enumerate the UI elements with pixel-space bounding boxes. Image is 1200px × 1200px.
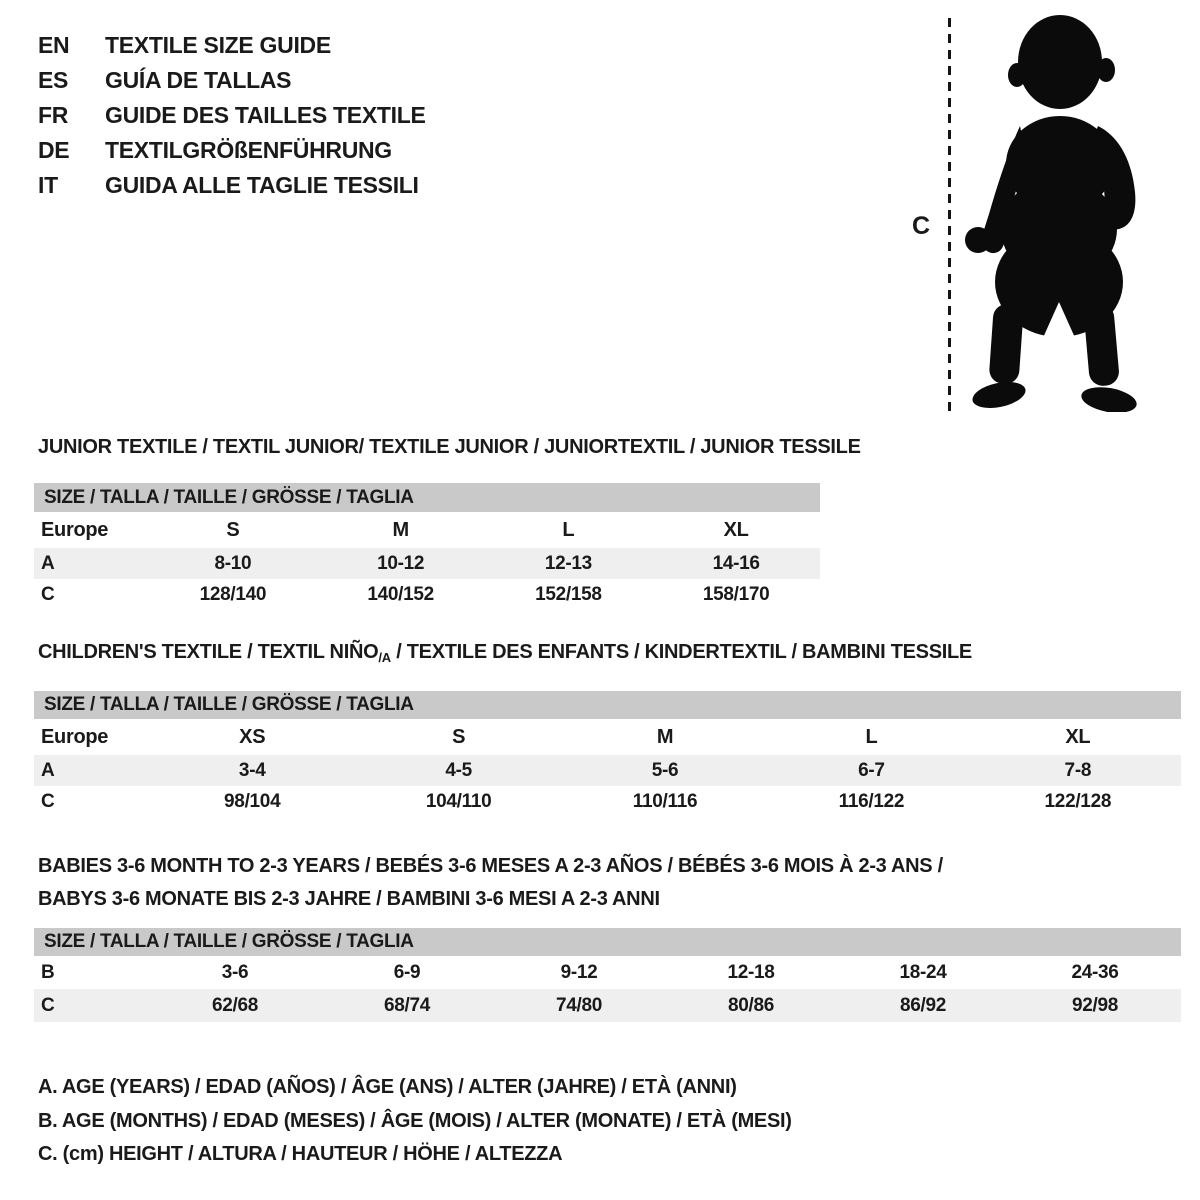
language-label: TEXTILE SIZE GUIDE — [105, 32, 331, 58]
size-cell: 140/152 — [367, 583, 434, 605]
size-cell: 9-12 — [560, 961, 598, 983]
size-cell: 3-6 — [221, 961, 249, 983]
size-header-bar: SIZE / TALLA / TAILLE / GRÖSSE / TAGLIA — [34, 483, 820, 512]
language-row-de — [38, 133, 426, 168]
size-cell: M — [392, 518, 409, 541]
height-label-c: C — [912, 212, 930, 240]
size-cell: 158/170 — [702, 583, 770, 605]
size-cell: 24-36 — [1071, 961, 1119, 983]
size-cell: 62/68 — [211, 994, 259, 1016]
row-label: C — [41, 790, 55, 812]
size-cell: S — [226, 518, 240, 541]
row-label: C — [41, 583, 55, 605]
size-cell: 6-7 — [858, 759, 885, 781]
babies-heading-line2: BABYS 3-6 MONATE BIS 2-3 JAHRE / BAMBINI 3-6 MESI A 2-3 ANNI — [38, 888, 660, 910]
size-cell: 86/92 — [899, 994, 947, 1016]
table-row-europe — [34, 719, 1181, 755]
size-cell: 110/116 — [632, 790, 698, 812]
size-cell: M — [656, 725, 674, 748]
language-code: FR — [38, 102, 69, 128]
children-size-table — [34, 691, 1181, 817]
size-cell: XL — [1065, 725, 1091, 748]
size-cell: L — [562, 518, 575, 541]
size-cell: 10-12 — [377, 552, 425, 574]
table-row-europe — [34, 512, 820, 548]
table-row-age — [34, 755, 1181, 786]
size-cell: 4-5 — [445, 759, 472, 781]
size-cell: 80/86 — [727, 994, 775, 1016]
table-row-age-months — [34, 956, 1181, 989]
height-measure-line — [948, 18, 951, 414]
size-cell: 152/158 — [535, 583, 602, 605]
size-cell: 92/98 — [1071, 994, 1119, 1016]
table-row-height — [34, 786, 1181, 817]
size-cell: L — [865, 725, 878, 748]
table-row-height — [34, 579, 820, 610]
legend-line-a: A. AGE (YEARS) / EDAD (AÑOS) / ÂGE (ANS) / ALTER (JAHRE) / ETÀ (ANNI) — [38, 1076, 737, 1098]
legend-line-b: B. AGE (MONTHS) / EDAD (MESES) / ÂGE (MOIS) / ALTER (MONATE) / ETÀ (MESI) — [38, 1109, 792, 1132]
size-cell: 18-24 — [899, 961, 947, 983]
row-label: Europe — [41, 725, 109, 748]
table-row-height — [34, 989, 1181, 1022]
babies-heading-line1: BABIES 3-6 MONTH TO 2-3 YEARS / BEBÉS 3-6 MESES A 2-3 AÑOS / BÉBÉS 3-6 MOIS À 2-3 ANS / — [38, 855, 943, 877]
legend-line-c: C. (cm) HEIGHT / ALTURA / HAUTEUR / HÖHE / ALTEZZA — [38, 1143, 563, 1165]
language-row-it — [38, 168, 426, 203]
size-cell: 12-18 — [727, 961, 775, 983]
size-cell: 14-16 — [712, 552, 760, 574]
row-label: C — [41, 994, 55, 1016]
children-heading-subscript: /A — [378, 650, 391, 665]
language-code: ES — [38, 67, 69, 93]
language-label: GUÍA DE TALLAS — [105, 67, 292, 93]
children-heading-suffix: / TEXTILE DES ENFANTS / KINDERTEXTIL / BAMBINI TESSILE — [390, 641, 972, 663]
row-label: A — [41, 552, 55, 574]
children-section-heading — [38, 641, 972, 665]
size-cell: 6-9 — [393, 961, 421, 983]
size-cell: 122/128 — [1044, 790, 1112, 812]
size-cell: 128/140 — [199, 583, 267, 605]
language-code: EN — [38, 32, 70, 58]
size-cell: 5-6 — [651, 759, 679, 781]
size-cell: 12-13 — [544, 552, 592, 574]
size-header-bar: SIZE / TALLA / TAILLE / GRÖSSE / TAGLIA — [34, 928, 1181, 956]
babies-size-table — [34, 928, 1181, 1022]
size-cell: 8-10 — [214, 552, 252, 574]
size-cell: XL — [723, 518, 749, 541]
language-row-fr — [38, 98, 426, 133]
row-label: Europe — [41, 518, 109, 541]
toddler-silhouette-icon — [963, 14, 1141, 412]
language-label: TEXTILGRÖßENFÜHRUNG — [105, 137, 392, 163]
size-cell: 74/80 — [555, 994, 603, 1016]
language-list — [38, 28, 426, 203]
junior-size-table — [34, 483, 820, 610]
table-row-age — [34, 548, 820, 579]
language-code: IT — [38, 172, 58, 198]
language-row-en — [38, 28, 426, 63]
size-cell: 116/122 — [838, 790, 905, 812]
size-cell: 98/104 — [224, 790, 281, 812]
language-code: DE — [38, 137, 70, 163]
size-cell: XS — [239, 725, 266, 748]
language-label: GUIDE DES TAILLES TEXTILE — [105, 102, 426, 128]
junior-section-heading: JUNIOR TEXTILE / TEXTIL JUNIOR/ TEXTILE JUNIOR / JUNIORTEXTIL / JUNIOR TESSILE — [38, 436, 861, 458]
row-label: B — [41, 961, 55, 983]
row-label: A — [41, 759, 55, 781]
language-label: GUIDA ALLE TAGLIE TESSILI — [105, 172, 419, 198]
size-header-bar: SIZE / TALLA / TAILLE / GRÖSSE / TAGLIA — [34, 691, 1181, 719]
children-heading-prefix: CHILDREN'S TEXTILE / TEXTIL NIÑO — [38, 641, 379, 663]
measurement-legend — [38, 1071, 792, 1172]
size-cell: 7-8 — [1064, 759, 1092, 781]
size-cell: S — [452, 725, 466, 748]
language-row-es — [38, 63, 426, 98]
size-cell: 68/74 — [383, 994, 431, 1016]
size-cell: 104/110 — [425, 790, 492, 812]
babies-section-heading — [38, 850, 943, 916]
size-cell: 3-4 — [238, 759, 266, 781]
